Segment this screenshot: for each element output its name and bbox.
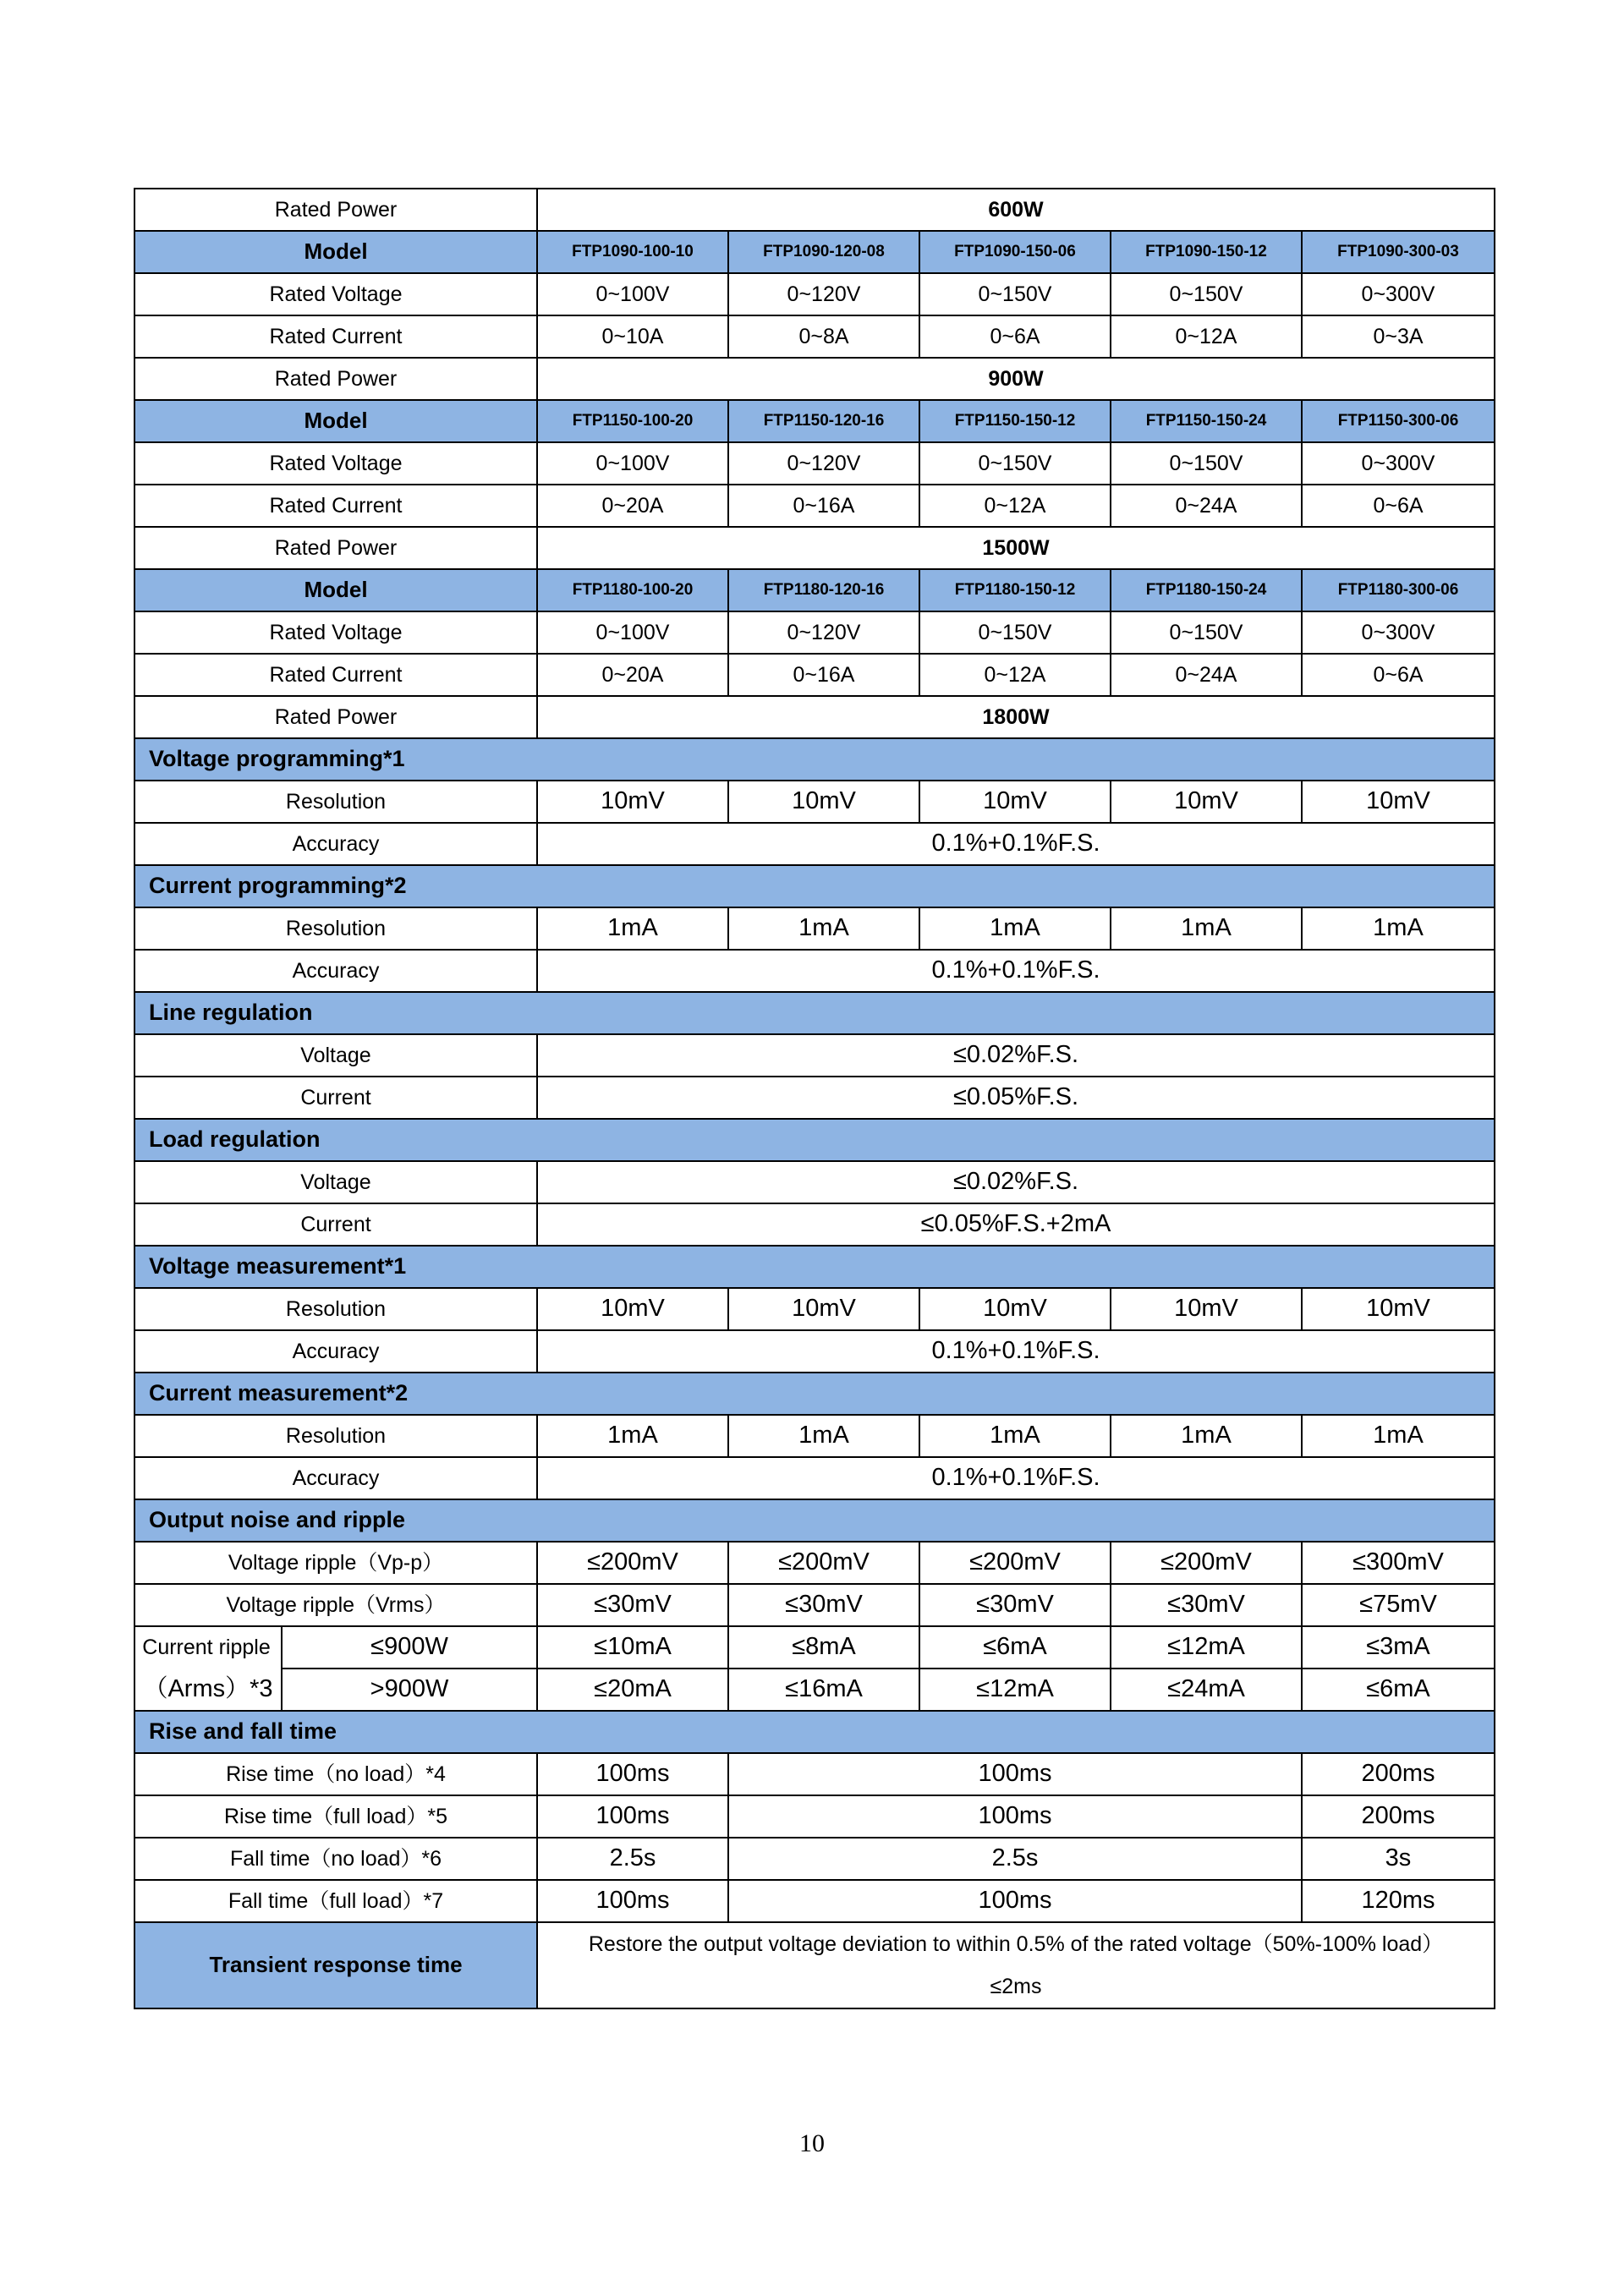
rise-fall-row (134, 1838, 1495, 1880)
resolution-row (134, 1415, 1495, 1457)
table-cell: 100ms (537, 1795, 728, 1838)
model-code: FTP1090-150-12 (1111, 231, 1302, 273)
current-ripple-low-row (134, 1626, 1495, 1669)
table-cell: 0.1%+0.1%F.S. (537, 1330, 1495, 1373)
table-cell: 0~150V (919, 611, 1111, 654)
section-title: Current measurement*2 (134, 1373, 1495, 1415)
row-label: Accuracy (134, 1457, 537, 1499)
table-cell: 1mA (1302, 1415, 1495, 1457)
table-cell: 0~300V (1302, 442, 1495, 485)
rated-current-row (134, 315, 1495, 358)
table-cell: 0~120V (728, 611, 919, 654)
model-code: FTP1180-150-24 (1111, 569, 1302, 611)
transient-line-1: Restore the output voltage deviation to within 0.5% of the rated voltage（50%-100% load） (588, 1932, 1444, 1956)
rated-voltage-row (134, 611, 1495, 654)
table-cell: 0~150V (919, 442, 1111, 485)
table-cell: 10mV (1302, 1288, 1495, 1330)
row-label: Rated Power (134, 696, 537, 738)
accuracy-row (134, 950, 1495, 992)
table-cell: 100ms (537, 1880, 728, 1922)
power-threshold-label: ≤900W (282, 1626, 537, 1669)
table-cell: 10mV (728, 781, 919, 823)
model-code: FTP1150-150-12 (919, 400, 1111, 442)
row-label: Resolution (134, 907, 537, 950)
table-cell: 1mA (919, 907, 1111, 950)
spec-table (134, 188, 1495, 2009)
row-label: Rise time（full load）*5 (134, 1795, 537, 1838)
row-label: Voltage ripple（Vp-p） (134, 1542, 537, 1584)
section-header (134, 992, 1495, 1034)
table-cell: 0~100V (537, 611, 728, 654)
table-cell: 200ms (1302, 1795, 1495, 1838)
table-cell: 10mV (537, 1288, 728, 1330)
rated-power-value: 1500W (537, 527, 1495, 569)
row-label: Model (134, 400, 537, 442)
table-cell: ≤200mV (537, 1542, 728, 1584)
section-header (134, 738, 1495, 781)
rated-power-row (134, 358, 1495, 400)
section-title: Line regulation (134, 992, 1495, 1034)
transient-label: Transient response time (134, 1922, 537, 2008)
table-cell: 1mA (537, 907, 728, 950)
table-cell: 1mA (728, 1415, 919, 1457)
model-code: FTP1150-300-06 (1302, 400, 1495, 442)
table-cell: ≤30mV (537, 1584, 728, 1626)
table-cell: 1mA (537, 1415, 728, 1457)
resolution-row (134, 907, 1495, 950)
table-cell: 0~150V (919, 273, 1111, 315)
rated-power-value: 1800W (537, 696, 1495, 738)
row-label: Rated Power (134, 358, 537, 400)
table-cell: ≤6mA (1302, 1669, 1495, 1711)
table-cell: 3s (1302, 1838, 1495, 1880)
table-cell: ≤300mV (1302, 1542, 1495, 1584)
section-title: Rise and fall time (134, 1711, 1495, 1753)
table-cell: 1mA (1111, 907, 1302, 950)
table-cell: 10mV (1111, 781, 1302, 823)
table-cell: ≤0.05%F.S.+2mA (537, 1203, 1495, 1246)
row-label: Fall time（full load）*7 (134, 1880, 537, 1922)
transient-value (537, 1922, 1495, 2008)
row-label: Rated Voltage (134, 273, 537, 315)
table-cell: 0~12A (1111, 315, 1302, 358)
table-cell: 0~6A (1302, 654, 1495, 696)
table-cell: 10mV (1111, 1288, 1302, 1330)
table-cell: ≤10mA (537, 1626, 728, 1669)
row-label: Voltage (134, 1034, 537, 1077)
table-cell: ≤75mV (1302, 1584, 1495, 1626)
row-label: Current (134, 1077, 537, 1119)
transient-response-row (134, 1922, 1495, 2008)
table-cell: 0.1%+0.1%F.S. (537, 1457, 1495, 1499)
table-cell: 0~16A (728, 485, 919, 527)
table-cell: 0~300V (1302, 273, 1495, 315)
rated-current-row (134, 654, 1495, 696)
row-label: Model (134, 231, 537, 273)
table-cell: ≤0.05%F.S. (537, 1077, 1495, 1119)
section-title: Voltage measurement*1 (134, 1246, 1495, 1288)
table-cell: 0.1%+0.1%F.S. (537, 950, 1495, 992)
row-label: Rated Power (134, 189, 537, 231)
transient-line-2: ≤2ms (990, 1975, 1042, 1998)
model-code: FTP1180-150-12 (919, 569, 1111, 611)
accuracy-row (134, 1457, 1495, 1499)
table-cell: 10mV (919, 781, 1111, 823)
section-title: Voltage programming*1 (134, 738, 1495, 781)
table-cell: 10mV (1302, 781, 1495, 823)
table-cell: 0~12A (919, 485, 1111, 527)
row-label: Resolution (134, 1288, 537, 1330)
model-code: FTP1090-300-03 (1302, 231, 1495, 273)
rated-voltage-row (134, 273, 1495, 315)
table-cell: ≤0.02%F.S. (537, 1161, 1495, 1203)
table-cell: 100ms (728, 1753, 1302, 1795)
table-cell: 10mV (537, 781, 728, 823)
model-code: FTP1150-120-16 (728, 400, 919, 442)
section-header (134, 1119, 1495, 1161)
table-cell: ≤16mA (728, 1669, 919, 1711)
section-header (134, 865, 1495, 907)
section-header (134, 1499, 1495, 1542)
row-label: Rise time（no load）*4 (134, 1753, 537, 1795)
table-cell: 0~16A (728, 654, 919, 696)
table-cell: ≤30mV (1111, 1584, 1302, 1626)
table-cell: 1mA (1111, 1415, 1302, 1457)
table-cell: 0~100V (537, 273, 728, 315)
table-cell: 0~24A (1111, 654, 1302, 696)
table-cell: ≤200mV (1111, 1542, 1302, 1584)
row-label: Rated Voltage (134, 442, 537, 485)
row-label: Rated Current (134, 315, 537, 358)
resolution-row (134, 781, 1495, 823)
voltage-row (134, 1161, 1495, 1203)
table-cell: ≤0.02%F.S. (537, 1034, 1495, 1077)
table-cell: ≤30mV (919, 1584, 1111, 1626)
table-cell: ≤200mV (728, 1542, 919, 1584)
page-number: 10 (799, 2129, 825, 2157)
accuracy-row (134, 823, 1495, 865)
table-cell: 10mV (919, 1288, 1111, 1330)
table-cell: 0.1%+0.1%F.S. (537, 823, 1495, 865)
table-cell: 0~12A (919, 654, 1111, 696)
rated-power-value: 900W (537, 358, 1495, 400)
table-cell: 10mV (728, 1288, 919, 1330)
row-label: Current (134, 1203, 537, 1246)
table-cell: 0~8A (728, 315, 919, 358)
table-cell: 2.5s (537, 1838, 728, 1880)
row-label: Resolution (134, 1415, 537, 1457)
section-title: Load regulation (134, 1119, 1495, 1161)
rated-power-value: 600W (537, 189, 1495, 231)
table-cell: 0~20A (537, 654, 728, 696)
table-cell: 120ms (1302, 1880, 1495, 1922)
table-cell: ≤6mA (919, 1626, 1111, 1669)
section-title: Output noise and ripple (134, 1499, 1495, 1542)
model-code: FTP1180-120-16 (728, 569, 919, 611)
model-code: FTP1150-150-24 (1111, 400, 1302, 442)
table-cell: 0~20A (537, 485, 728, 527)
table-cell: ≤12mA (919, 1669, 1111, 1711)
rated-current-row (134, 485, 1495, 527)
table-cell: 0~6A (919, 315, 1111, 358)
model-row (134, 400, 1495, 442)
current-row (134, 1203, 1495, 1246)
table-cell: 0~3A (1302, 315, 1495, 358)
table-cell: 0~120V (728, 273, 919, 315)
row-label: Accuracy (134, 823, 537, 865)
table-cell: 0~150V (1111, 442, 1302, 485)
model-code: FTP1180-100-20 (537, 569, 728, 611)
model-code: FTP1180-300-06 (1302, 569, 1495, 611)
row-label: Model (134, 569, 537, 611)
table-cell: 0~10A (537, 315, 728, 358)
row-label: Rated Current (134, 654, 537, 696)
current-ripple-high-row (134, 1669, 1495, 1711)
table-cell: ≤8mA (728, 1626, 919, 1669)
model-code: FTP1090-100-10 (537, 231, 728, 273)
row-label: Fall time（no load）*6 (134, 1838, 537, 1880)
section-header (134, 1246, 1495, 1288)
table-cell: 1mA (1302, 907, 1495, 950)
model-code: FTP1090-120-08 (728, 231, 919, 273)
table-cell: ≤200mV (919, 1542, 1111, 1584)
rise-fall-row (134, 1795, 1495, 1838)
row-label: Rated Current (134, 485, 537, 527)
rated-power-row (134, 696, 1495, 738)
rise-fall-row (134, 1753, 1495, 1795)
table-cell: 0~100V (537, 442, 728, 485)
table-cell: ≤3mA (1302, 1626, 1495, 1669)
row-label: Accuracy (134, 1330, 537, 1373)
section-header (134, 1711, 1495, 1753)
power-threshold-label: >900W (282, 1669, 537, 1711)
current-row (134, 1077, 1495, 1119)
table-cell: 200ms (1302, 1753, 1495, 1795)
table-cell: 0~150V (1111, 611, 1302, 654)
model-row (134, 569, 1495, 611)
row-label: Resolution (134, 781, 537, 823)
resolution-row (134, 1288, 1495, 1330)
table-cell: 0~6A (1302, 485, 1495, 527)
current-ripple-label-bottom: （Arms）*3 (134, 1669, 282, 1711)
row-label: Rated Voltage (134, 611, 537, 654)
table-cell: 100ms (728, 1880, 1302, 1922)
row-label: Accuracy (134, 950, 537, 992)
table-cell: ≤20mA (537, 1669, 728, 1711)
table-cell: 2.5s (728, 1838, 1302, 1880)
section-header (134, 1373, 1495, 1415)
rated-power-row (134, 527, 1495, 569)
row-label: Rated Power (134, 527, 537, 569)
row-label: Voltage (134, 1161, 537, 1203)
accuracy-row (134, 1330, 1495, 1373)
rise-fall-row (134, 1880, 1495, 1922)
table-cell: 0~24A (1111, 485, 1302, 527)
table-cell: 1mA (919, 1415, 1111, 1457)
table-cell: 0~300V (1302, 611, 1495, 654)
current-ripple-label-top: Current ripple (134, 1626, 282, 1669)
table-cell: 100ms (537, 1753, 728, 1795)
model-code: FTP1090-150-06 (919, 231, 1111, 273)
table-cell: ≤30mV (728, 1584, 919, 1626)
section-title: Current programming*2 (134, 865, 1495, 907)
model-code: FTP1150-100-20 (537, 400, 728, 442)
table-cell: 100ms (728, 1795, 1302, 1838)
table-cell: 1mA (728, 907, 919, 950)
voltage-row (134, 1034, 1495, 1077)
voltage-ripple-vrms-row (134, 1584, 1495, 1626)
table-cell: 0~150V (1111, 273, 1302, 315)
rated-power-row (134, 189, 1495, 231)
voltage-ripple-vpp-row (134, 1542, 1495, 1584)
table-cell: ≤12mA (1111, 1626, 1302, 1669)
model-row (134, 231, 1495, 273)
row-label: Voltage ripple（Vrms） (134, 1584, 537, 1626)
table-cell: ≤24mA (1111, 1669, 1302, 1711)
table-cell: 0~120V (728, 442, 919, 485)
rated-voltage-row (134, 442, 1495, 485)
